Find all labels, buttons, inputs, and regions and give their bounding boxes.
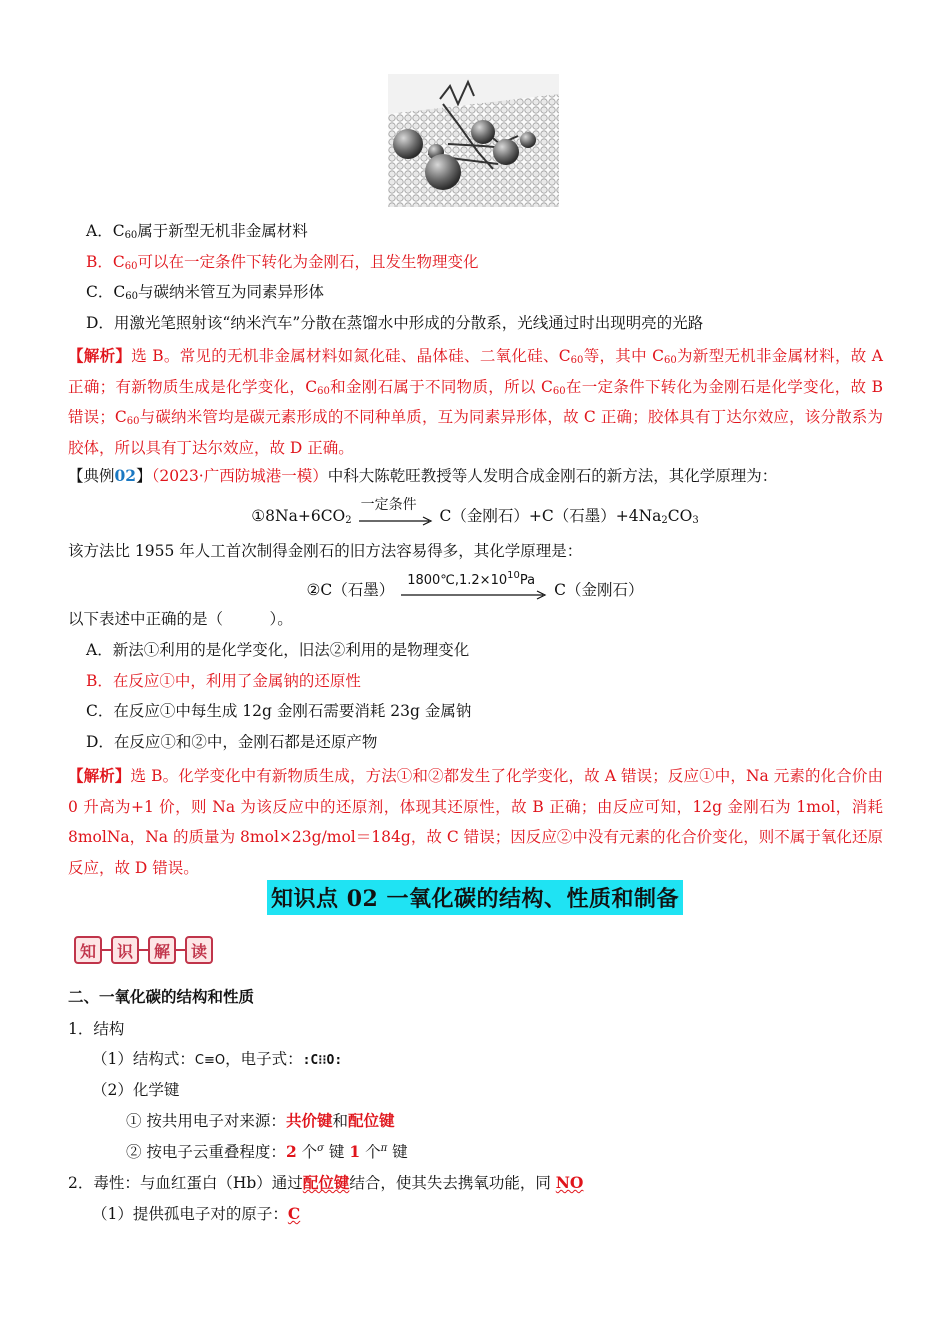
co-item-1: 1．结构: [68, 1020, 125, 1038]
section-heading-wrap: [0, 880, 950, 915]
section-heading: 知识点 02 一氧化碳的结构、性质和制备: [267, 880, 683, 915]
analysis-1: 【解析】选 B。常见的无机非金属材料如氮化硅、晶体硅、二氧化硅、$C_{60}$等，其中 $C_{60}$为新型无机非金属材料，故 A 正确；有新物质生成是化学变化，$C_{60}$和金刚石属于不同物质，所以 $C_{60}$在一定条件下转化为金刚石是化学变化，故 B 错误；$C_{60}$与碳纳米管均是碳元素形成的不同种单质，互为同素异形体，故 C 正确；胶体具有丁达尔效应，该分散系为胶体，所以具有丁达尔效应，故 D 正确。: [68, 346, 883, 457]
co-bond-source: ① 按共用电子对来源：共价键和配位键: [126, 1111, 395, 1130]
reaction-1-arrow: 一定条件: [357, 504, 435, 530]
old-method-text: 该方法比 1955 年人工首次制得金刚石的旧方法容易得多，其化学原理是：: [68, 542, 583, 560]
co-lone-pair: （1）提供孤电子对的原子：C: [92, 1204, 301, 1223]
electron-formula: :C⁝⁝O:: [302, 1053, 343, 1068]
co-section-title: 二、一氧化碳的结构和性质: [68, 987, 255, 1006]
q2-option-a: A．新法①利用的是化学变化，旧法②利用的是物理变化: [86, 641, 470, 659]
q1-option-a: A．$C_{60}$属于新型无机非金属材料: [86, 222, 308, 241]
co-structure: （1）结构式：C≡O，电子式：:C⁝⁝O:: [92, 1050, 343, 1068]
nano-car-image: [388, 74, 559, 207]
tag-jie: 解: [148, 936, 176, 964]
tag-du: 读: [185, 936, 213, 964]
co-bond-label: （2）化学键: [92, 1081, 180, 1099]
q1-option-b: B．$C_{60}$可以在一定条件下转化为金刚石，且发生物理变化: [86, 253, 479, 272]
q2-option-c: C．在反应①中每生成 12g 金刚石需要消耗 23g 金属钠: [86, 702, 472, 720]
tag-connector: [176, 949, 185, 951]
q2-option-b: B．在反应①中，利用了金属钠的还原性: [86, 672, 361, 690]
tag-connector: [139, 949, 148, 951]
reaction-1: $①8Na+6CO_2$ 一定条件 C（金刚石）+C（石墨）$+4Na_2CO_3$: [0, 504, 950, 530]
q2-option-d: D．在反应①和②中，金刚石都是还原产物: [86, 733, 378, 751]
q1-option-c: C．$C_{60}$与碳纳米管互为同素异形体: [86, 283, 324, 302]
tag-zhi: 知: [74, 936, 102, 964]
tag-shi: 识: [111, 936, 139, 964]
reaction-2: ②C（石墨） $1800℃,1.2\times 10^{10}Pa$ C（金刚石）: [0, 578, 950, 604]
example-2-header: 【典例02】（2023·广西防城港一模）中科大陈乾旺教授等人发明合成金刚石的新方法，其化学原理为：: [68, 466, 778, 485]
co-item-2: 2．毒性：与血红蛋白（Hb）通过配位键结合，使其失去携氧功能，同 NO: [68, 1173, 584, 1192]
question-2: 以下表述中正确的是（ ）。: [68, 610, 293, 628]
knowledge-tags: [74, 936, 213, 964]
reaction-2-arrow: $1800℃,1.2\times 10^{10}Pa$: [399, 578, 549, 604]
q1-option-d: D．用激光笔照射该“纳米汽车”分散在蒸馏水中形成的分散系，光线通过时出现明亮的光路: [86, 314, 704, 332]
tag-connector: [102, 949, 111, 951]
co-bond-overlap: ② 按电子云重叠程度：2 个$^\sigma$ 键 1 个$^\pi$ 键: [126, 1142, 408, 1161]
structure-formula: C≡O: [194, 1053, 226, 1068]
analysis-2: 【解析】选 B。化学变化中有新物质生成，方法①和②都发生了化学变化，故 A 错误；反应①中，Na 元素的化合价由 0 升高为+1 价，则 Na 为该反应中的还原剂，体现其还原性，故 B 正确；由反应可知，12g 金刚石为 1mol，消耗 8molNa，Na 的质量为 8mol×23g/mol＝184g，故 C 错误；因反应②中没有元素的化合价变化，则不属于氧化还原反应，故 D 错误。: [68, 766, 883, 877]
